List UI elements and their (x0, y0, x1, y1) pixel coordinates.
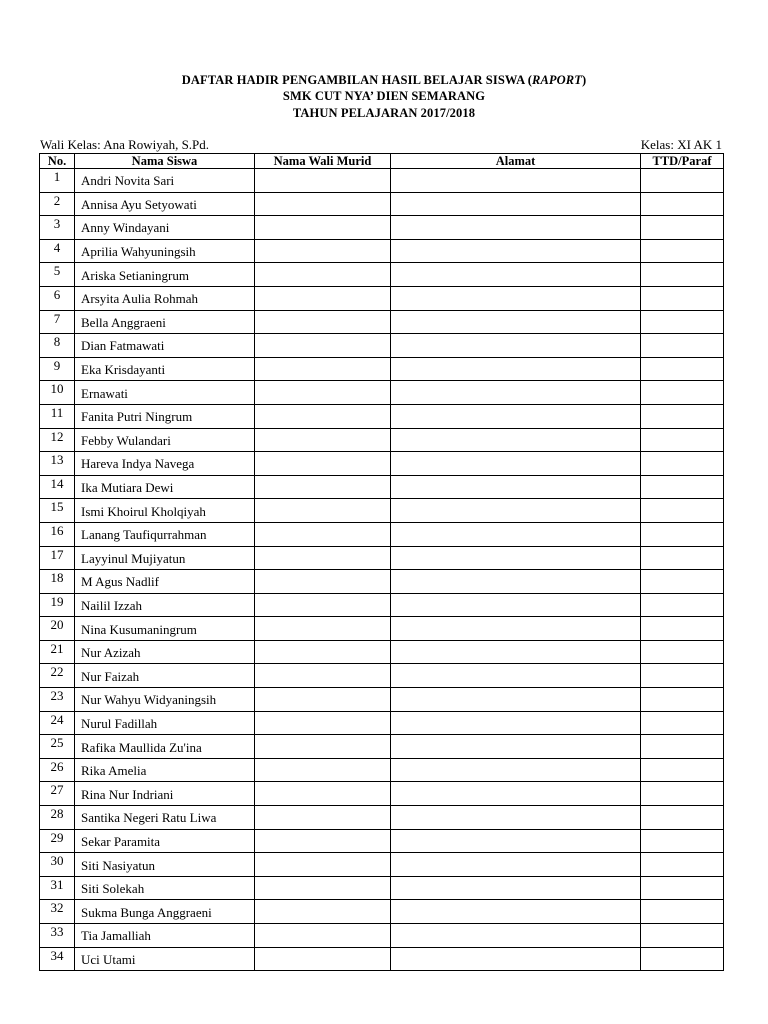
table-row (40, 924, 724, 948)
signature-cell[interactable] (641, 263, 724, 287)
signature-cell[interactable] (641, 381, 724, 405)
address-cell[interactable] (391, 806, 641, 830)
row-number: 28 (40, 806, 75, 830)
address-cell[interactable] (391, 758, 641, 782)
row-number: 34 (40, 947, 75, 971)
address-cell[interactable] (391, 428, 641, 452)
student-name: Nur Faizah (75, 664, 255, 688)
table-row (40, 239, 724, 263)
address-cell[interactable] (391, 546, 641, 570)
row-number: 8 (40, 334, 75, 358)
table-row (40, 334, 724, 358)
address-cell[interactable] (391, 853, 641, 877)
table-row (40, 192, 724, 216)
signature-cell[interactable] (641, 758, 724, 782)
table-row (40, 758, 724, 782)
signature-cell[interactable] (641, 546, 724, 570)
address-cell[interactable] (391, 711, 641, 735)
table-row (40, 711, 724, 735)
table-row (40, 499, 724, 523)
school-name: SMK CUT NYA’ DIEN SEMARANG (282, 89, 486, 103)
student-name: Santika Negeri Ratu Liwa (75, 806, 255, 830)
table-row (40, 640, 724, 664)
signature-cell[interactable] (641, 853, 724, 877)
address-cell[interactable] (391, 735, 641, 759)
table-row (40, 664, 724, 688)
table-row (40, 876, 724, 900)
student-name: Fanita Putri Ningrum (75, 404, 255, 428)
row-number: 13 (40, 452, 75, 476)
student-name: Nur Azizah (75, 640, 255, 664)
student-name: Ika Mutiara Dewi (75, 475, 255, 499)
signature-cell[interactable] (641, 593, 724, 617)
address-cell[interactable] (391, 499, 641, 523)
table-row (40, 782, 724, 806)
parent-name-cell[interactable] (255, 853, 391, 877)
address-cell[interactable] (391, 239, 641, 263)
signature-cell[interactable] (641, 334, 724, 358)
title-prefix: DAFTAR HADIR PENGAMBILAN HASIL BELAJAR SISWA ( (181, 73, 533, 87)
table-row (40, 735, 724, 759)
address-cell[interactable] (391, 617, 641, 641)
address-cell[interactable] (391, 381, 641, 405)
student-name: Siti Solekah (75, 876, 255, 900)
student-name: Eka Krisdayanti (75, 357, 255, 381)
parent-name-cell[interactable] (255, 263, 391, 287)
student-name: Rina Nur Indriani (75, 782, 255, 806)
signature-cell[interactable] (641, 192, 724, 216)
student-name: Layyinul Mujiyatun (75, 546, 255, 570)
row-number: 2 (40, 192, 75, 216)
row-number: 4 (40, 239, 75, 263)
parent-name-cell[interactable] (255, 688, 391, 712)
col-header-no: No. (40, 154, 75, 169)
address-cell[interactable] (391, 357, 641, 381)
table-row (40, 263, 724, 287)
signature-cell[interactable] (641, 239, 724, 263)
col-header-nama-siswa: Nama Siswa (75, 154, 255, 169)
address-cell[interactable] (391, 286, 641, 310)
row-number: 12 (40, 428, 75, 452)
student-name: Aprilia Wahyuningsih (75, 239, 255, 263)
signature-cell[interactable] (641, 522, 724, 546)
academic-year: TAHUN PELAJARAN 2017/2018 (292, 106, 476, 120)
parent-name-cell[interactable] (255, 216, 391, 240)
row-number: 19 (40, 593, 75, 617)
parent-name-cell[interactable] (255, 546, 391, 570)
row-number: 32 (40, 900, 75, 924)
signature-cell[interactable] (641, 169, 724, 193)
row-number: 1 (40, 169, 75, 193)
student-name: Lanang Taufiqurrahman (75, 522, 255, 546)
table-row (40, 853, 724, 877)
row-number: 14 (40, 475, 75, 499)
attendance-table (39, 153, 724, 971)
table-row (40, 593, 724, 617)
address-cell[interactable] (391, 876, 641, 900)
signature-cell[interactable] (641, 216, 724, 240)
col-header-alamat: Alamat (391, 154, 641, 169)
signature-cell[interactable] (641, 475, 724, 499)
table-row (40, 404, 724, 428)
parent-name-cell[interactable] (255, 806, 391, 830)
parent-name-cell[interactable] (255, 169, 391, 193)
col-header-nama-wali-murid: Nama Wali Murid (255, 154, 391, 169)
address-cell[interactable] (391, 169, 641, 193)
row-number: 29 (40, 829, 75, 853)
student-name: Sukma Bunga Anggraeni (75, 900, 255, 924)
signature-cell[interactable] (641, 428, 724, 452)
row-number: 27 (40, 782, 75, 806)
address-cell[interactable] (391, 192, 641, 216)
row-number: 23 (40, 688, 75, 712)
signature-cell[interactable] (641, 452, 724, 476)
address-cell[interactable] (391, 782, 641, 806)
table-row (40, 546, 724, 570)
address-cell[interactable] (391, 900, 641, 924)
signature-cell[interactable] (641, 735, 724, 759)
student-name: Andri Novita Sari (75, 169, 255, 193)
row-number: 21 (40, 640, 75, 664)
row-number: 33 (40, 924, 75, 948)
address-cell[interactable] (391, 334, 641, 358)
table-row (40, 688, 724, 712)
parent-name-cell[interactable] (255, 192, 391, 216)
address-cell[interactable] (391, 829, 641, 853)
table-row (40, 286, 724, 310)
parent-name-cell[interactable] (255, 452, 391, 476)
address-cell[interactable] (391, 640, 641, 664)
parent-name-cell[interactable] (255, 758, 391, 782)
row-number: 22 (40, 664, 75, 688)
address-cell[interactable] (391, 404, 641, 428)
parent-name-cell[interactable] (255, 570, 391, 594)
student-name: Nina Kusumaningrum (75, 617, 255, 641)
signature-cell[interactable] (641, 664, 724, 688)
kelas: Kelas: XI AK 1 (640, 137, 722, 152)
table-row (40, 475, 724, 499)
table-header-row (40, 154, 724, 169)
row-number: 16 (40, 522, 75, 546)
document-title (0, 73, 768, 88)
student-name: Nurul Fadillah (75, 711, 255, 735)
signature-cell[interactable] (641, 640, 724, 664)
row-number: 15 (40, 499, 75, 523)
address-cell[interactable] (391, 570, 641, 594)
student-name: Ernawati (75, 381, 255, 405)
signature-cell[interactable] (641, 782, 724, 806)
student-name: Rafika Maullida Zu'ina (75, 735, 255, 759)
row-number: 5 (40, 263, 75, 287)
student-name: Ariska Setianingrum (75, 263, 255, 287)
signature-cell[interactable] (641, 829, 724, 853)
title-italic: RAPORT (532, 73, 582, 87)
signature-cell[interactable] (641, 310, 724, 334)
student-name: Tia Jamalliah (75, 924, 255, 948)
address-cell[interactable] (391, 688, 641, 712)
student-name: Siti Nasiyatun (75, 853, 255, 877)
signature-cell[interactable] (641, 806, 724, 830)
col-header-ttd-paraf: TTD/Paraf (641, 154, 724, 169)
row-number: 25 (40, 735, 75, 759)
table-row (40, 617, 724, 641)
row-number: 24 (40, 711, 75, 735)
parent-name-cell[interactable] (255, 334, 391, 358)
table-row (40, 806, 724, 830)
row-number: 17 (40, 546, 75, 570)
parent-name-cell[interactable] (255, 404, 391, 428)
row-number: 6 (40, 286, 75, 310)
row-number: 3 (40, 216, 75, 240)
address-cell[interactable] (391, 263, 641, 287)
student-name: Rika Amelia (75, 758, 255, 782)
address-cell[interactable] (391, 452, 641, 476)
student-name: Uci Utami (75, 947, 255, 971)
table-row (40, 570, 724, 594)
parent-name-cell[interactable] (255, 239, 391, 263)
parent-name-cell[interactable] (255, 711, 391, 735)
row-number: 7 (40, 310, 75, 334)
student-name: Ismi Khoirul Kholqiyah (75, 499, 255, 523)
title-suffix: ) (581, 73, 587, 87)
row-number: 18 (40, 570, 75, 594)
address-cell[interactable] (391, 593, 641, 617)
parent-name-cell[interactable] (255, 475, 391, 499)
table-row (40, 169, 724, 193)
signature-cell[interactable] (641, 711, 724, 735)
row-number: 9 (40, 357, 75, 381)
student-name: Nur Wahyu Widyaningsih (75, 688, 255, 712)
student-name: Bella Anggraeni (75, 310, 255, 334)
row-number: 26 (40, 758, 75, 782)
parent-name-cell[interactable] (255, 782, 391, 806)
parent-name-cell[interactable] (255, 829, 391, 853)
parent-name-cell[interactable] (255, 640, 391, 664)
address-cell[interactable] (391, 522, 641, 546)
signature-cell[interactable] (641, 570, 724, 594)
parent-name-cell[interactable] (255, 617, 391, 641)
parent-name-cell[interactable] (255, 310, 391, 334)
student-name: Hareva Indya Navega (75, 452, 255, 476)
table-row (40, 452, 724, 476)
signature-cell[interactable] (641, 900, 724, 924)
parent-name-cell[interactable] (255, 522, 391, 546)
student-name: Nailil Izzah (75, 593, 255, 617)
student-name: Anny Windayani (75, 216, 255, 240)
table-row (40, 428, 724, 452)
parent-name-cell[interactable] (255, 286, 391, 310)
parent-name-cell[interactable] (255, 924, 391, 948)
student-name: M Agus Nadlif (75, 570, 255, 594)
table-row (40, 381, 724, 405)
parent-name-cell[interactable] (255, 947, 391, 971)
signature-cell[interactable] (641, 499, 724, 523)
row-number: 31 (40, 876, 75, 900)
signature-cell[interactable] (641, 404, 724, 428)
signature-cell[interactable] (641, 924, 724, 948)
student-name: Arsyita Aulia Rohmah (75, 286, 255, 310)
address-cell[interactable] (391, 216, 641, 240)
row-number: 10 (40, 381, 75, 405)
parent-name-cell[interactable] (255, 357, 391, 381)
row-number: 30 (40, 853, 75, 877)
table-row (40, 357, 724, 381)
parent-name-cell[interactable] (255, 428, 391, 452)
table-row (40, 900, 724, 924)
signature-cell[interactable] (641, 688, 724, 712)
address-cell[interactable] (391, 664, 641, 688)
table-row (40, 216, 724, 240)
student-name: Febby Wulandari (75, 428, 255, 452)
table-row (40, 522, 724, 546)
address-cell[interactable] (391, 947, 641, 971)
parent-name-cell[interactable] (255, 735, 391, 759)
student-name: Sekar Paramita (75, 829, 255, 853)
parent-name-cell[interactable] (255, 900, 391, 924)
wali-kelas: Wali Kelas: Ana Rowiyah, S.Pd. (40, 137, 210, 152)
table-row (40, 310, 724, 334)
signature-cell[interactable] (641, 357, 724, 381)
address-cell[interactable] (391, 475, 641, 499)
parent-name-cell[interactable] (255, 381, 391, 405)
address-cell[interactable] (391, 924, 641, 948)
table-row (40, 829, 724, 853)
signature-cell[interactable] (641, 286, 724, 310)
parent-name-cell[interactable] (255, 876, 391, 900)
student-name: Annisa Ayu Setyowati (75, 192, 255, 216)
address-cell[interactable] (391, 310, 641, 334)
row-number: 11 (40, 404, 75, 428)
parent-name-cell[interactable] (255, 664, 391, 688)
parent-name-cell[interactable] (255, 593, 391, 617)
parent-name-cell[interactable] (255, 499, 391, 523)
table-row (40, 947, 724, 971)
signature-cell[interactable] (641, 617, 724, 641)
row-number: 20 (40, 617, 75, 641)
student-name: Dian Fatmawati (75, 334, 255, 358)
signature-cell[interactable] (641, 947, 724, 971)
signature-cell[interactable] (641, 876, 724, 900)
